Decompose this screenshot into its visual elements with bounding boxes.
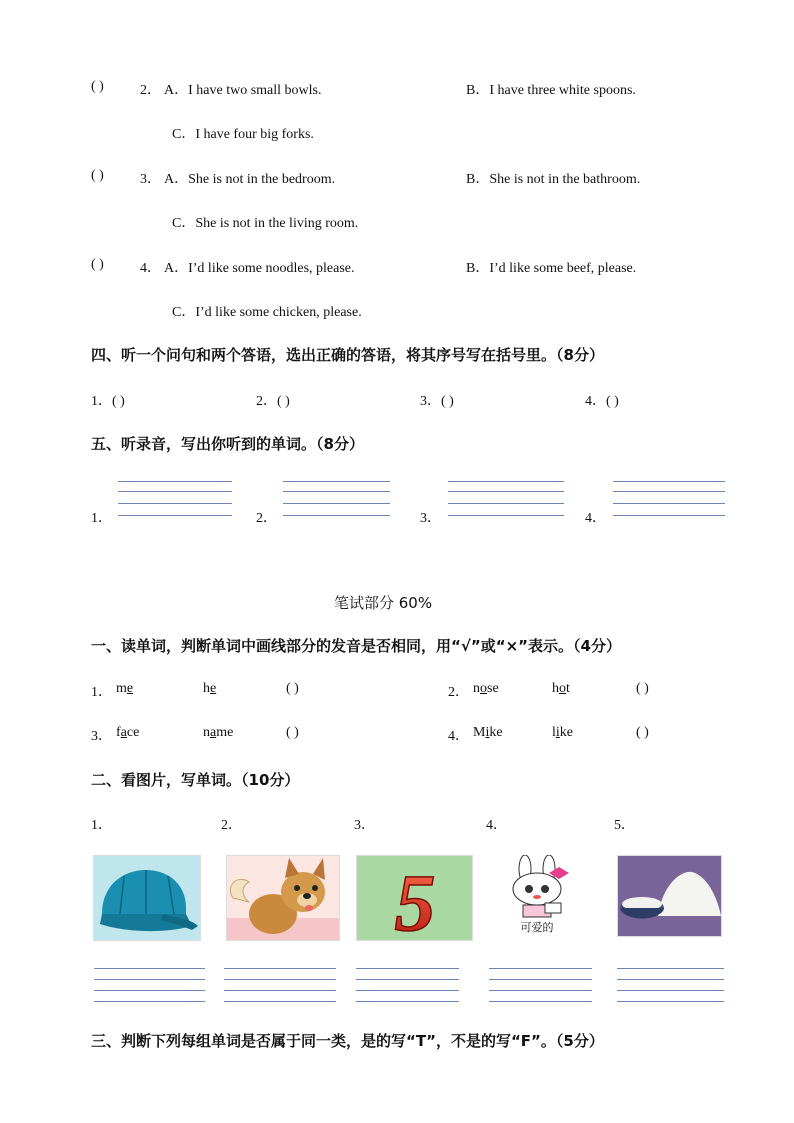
word-2: hot [552, 681, 570, 696]
digit-five: 5 [394, 857, 436, 940]
option-a: A．I’d like some noodles, please. [164, 261, 355, 276]
section-4-title: 四、听一个问句和两个答语，选出正确的答语，将其序号写在括号里。（8分） [91, 346, 604, 364]
option-c: C．She is not in the living room. [172, 216, 359, 231]
item-number: 2． [448, 685, 469, 700]
picture-number: 1． [91, 818, 112, 833]
writing-lines[interactable] [283, 481, 390, 517]
word-1: nose [473, 681, 499, 696]
question-number: 2． [140, 83, 161, 98]
answer-slot-2[interactable]: 2．( ) [256, 394, 290, 409]
word-1: me [116, 681, 134, 696]
answer-slot-3[interactable]: 3．( ) [420, 394, 454, 409]
word-1: Mike [473, 725, 503, 740]
question-number: 4． [140, 261, 161, 276]
picture-number: 4． [486, 818, 507, 833]
item-number: 3． [91, 729, 112, 744]
picture-number: 2． [221, 818, 242, 833]
option-b: B．I have three white spoons. [466, 83, 636, 98]
writing-lines[interactable] [448, 481, 564, 517]
section-5-title: 五、听录音，写出你听到的单词。（8分） [91, 435, 364, 453]
picture-number: 5． [614, 818, 635, 833]
blank-number: 3． [420, 511, 441, 526]
answer-paren[interactable]: ( ) [286, 725, 299, 740]
written-section-3-title: 三、判断下列每组单词是否属于同一类，是的写“T”，不是的写“F”。（5分） [91, 1032, 604, 1050]
question-number: 3． [140, 172, 161, 187]
writing-lines[interactable] [489, 968, 592, 1002]
answer-paren[interactable]: ( ) [91, 79, 104, 94]
picture-number: 3． [354, 818, 375, 833]
writing-lines[interactable] [118, 481, 232, 517]
option-c: C．I have four big forks. [172, 127, 314, 142]
option-b: B．She is not in the bathroom. [466, 172, 641, 187]
written-section-1-title: 一、读单词，判断单词中画线部分的发音是否相同，用“√”或“×”表示。（4分） [91, 637, 621, 655]
answer-paren[interactable]: ( ) [91, 168, 104, 183]
word-1: face [116, 725, 140, 740]
writing-lines[interactable] [224, 968, 336, 1002]
writing-lines[interactable] [613, 481, 725, 517]
dog-image [226, 855, 340, 941]
option-a: A．She is not in the bedroom. [164, 172, 336, 187]
word-2: he [203, 681, 217, 696]
cap-image [93, 855, 201, 941]
option-c: C．I’d like some chicken, please. [172, 305, 362, 320]
word-2: like [552, 725, 573, 740]
writing-lines[interactable] [356, 968, 459, 1002]
bunny-caption: 可爱的 [520, 921, 554, 934]
option-b: B．I’d like some beef, please. [466, 261, 637, 276]
answer-paren[interactable]: ( ) [286, 681, 299, 696]
rice-image [617, 855, 722, 937]
item-number: 1． [91, 685, 112, 700]
item-number: 4． [448, 729, 469, 744]
written-part-title: 笔试部分 60% [334, 594, 433, 612]
cute-bunny-image [493, 855, 581, 939]
blank-number: 4． [585, 511, 606, 526]
answer-paren[interactable]: ( ) [91, 257, 104, 272]
answer-paren[interactable]: ( ) [636, 725, 649, 740]
option-a: A．I have two small bowls. [164, 83, 322, 98]
blank-number: 2． [256, 511, 277, 526]
answer-paren[interactable]: ( ) [636, 681, 649, 696]
writing-lines[interactable] [617, 968, 724, 1002]
blank-number: 1． [91, 511, 112, 526]
written-section-2-title: 二、看图片，写单词。（10分） [91, 771, 300, 789]
writing-lines[interactable] [94, 968, 205, 1002]
number-five-image [356, 855, 473, 941]
answer-slot-4[interactable]: 4．( ) [585, 394, 619, 409]
word-2: name [203, 725, 234, 740]
answer-slot-1[interactable]: 1．( ) [91, 394, 125, 409]
